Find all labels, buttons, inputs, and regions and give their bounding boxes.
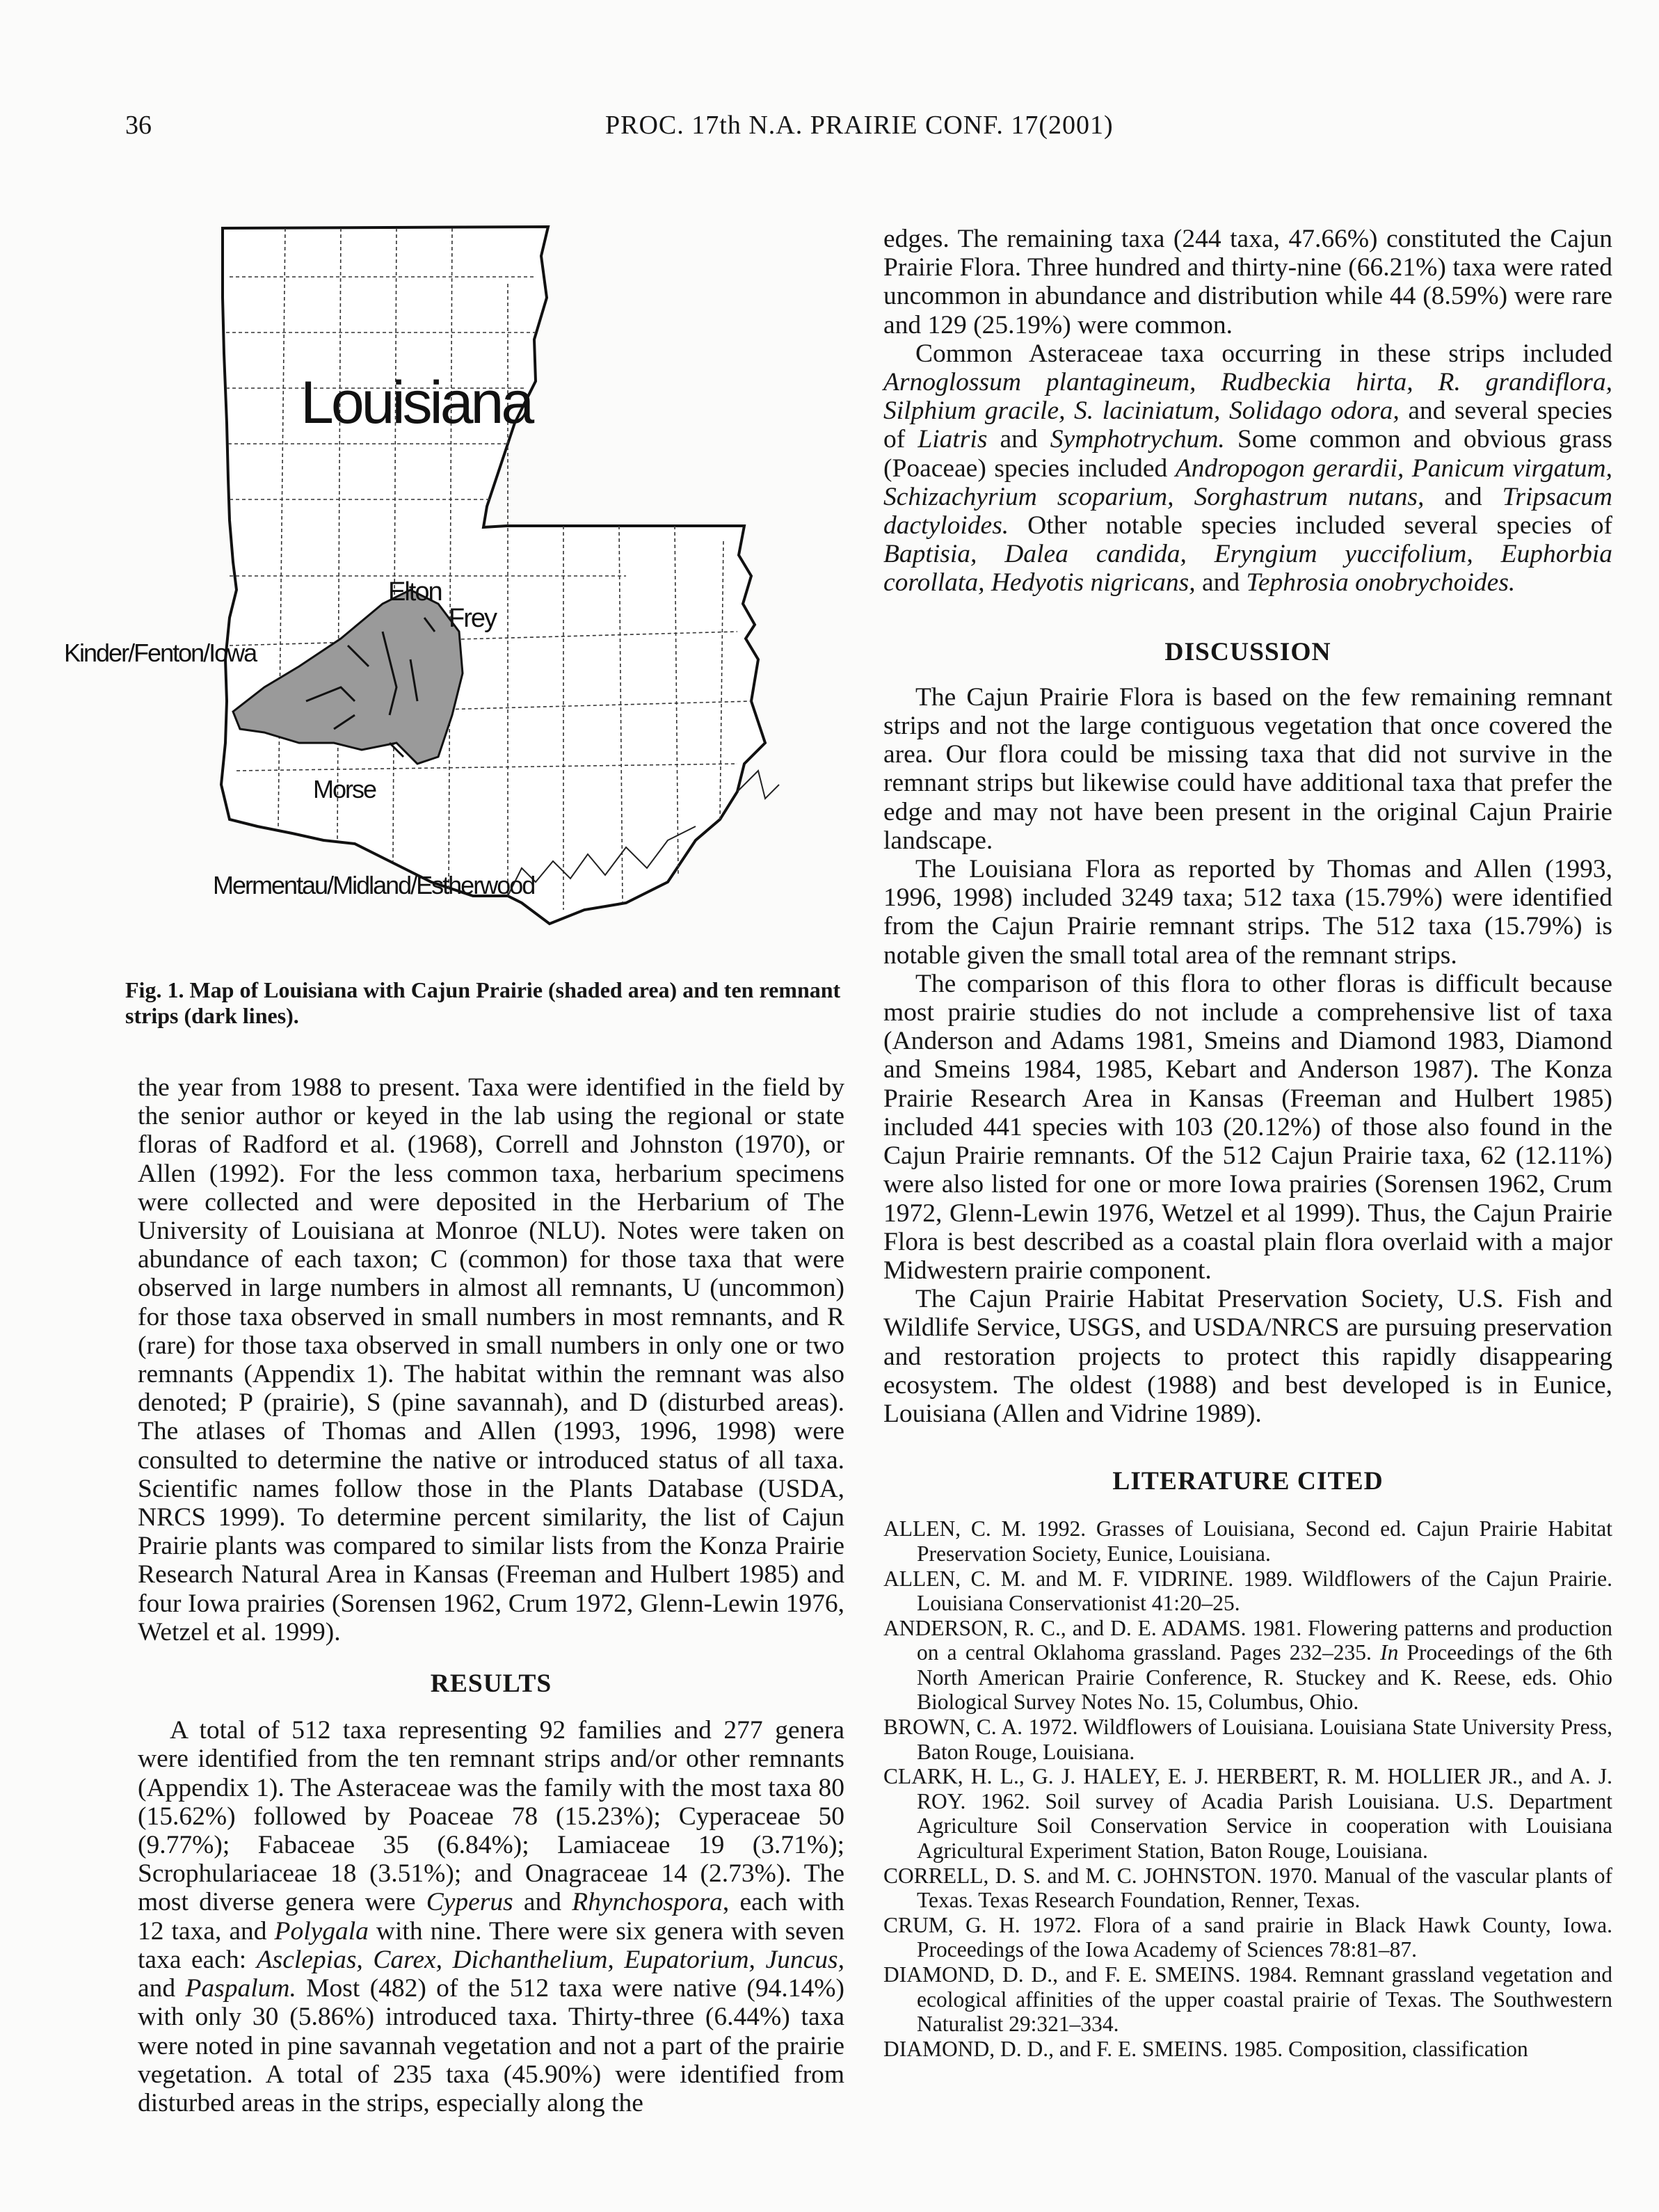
results-paragraph: A total of 512 taxa representing 92 families and 277 genera were identified from the ten remnant strips and/or other remnants (Appendix 1). The Asteraceae was the family with the most taxa 80 (15.62%) followed by Poaceae 78 (15.23%); Cyperaceae 50 (9.77%); Fabaceae 35 (6.84%); Lamiaceae 19 (3.71%); Scrophulariaceae 18 (3.51%); and Onagraceae 14 (2.73%). The most diverse genera were Cyperus and Rhynchospora, each with 12 taxa, and Polygala with nine. There were six genera with seven taxa each: Asclepias, Carex, Dichanthelium, Eupatorium, Juncus, and Paspalum. Most (482) of the 512 taxa were native (94.14%) with only 30 (5.86%) introduced taxa. Thirty-three (6.44%) taxa were noted in pine savannah vegetation and not a part of the prairie vegetation. A total of 235 taxa (45.90%) were identified from disturbed areas in the strips, especially along the [138, 1716, 844, 2117]
map-label-kinder: Kinder/Fenton/Iowa [64, 639, 257, 667]
map-label-frey: Frey [449, 604, 496, 633]
literature-cited-heading: LITERATURE CITED [1112, 1467, 1384, 1496]
methods-paragraph: the year from 1988 to present. Taxa were identified in the field by the senior author or keyed in the lab using the regional or state floras of Radford et al. (1968), Correll and Johnston (1970), or Allen (1992). For the less common taxa, herbarium specimens were collected and were deposited in the Herbarium of The University of Louisiana at Monroe (NLU). Notes were taken on abundance of each taxon; C (common) for those taxa that were observed in large numbers in almost all remnants, U (uncommon) for those taxa observed in small numbers in most remnants, and R (rare) for those taxa observed in small numbers in only one or two remnants (Appendix 1). The habitat within the remnant was also denoted; P (prairie), S (pine savannah), and D (disturbed areas). The atlases of Thomas and Allen (1993, 1996, 1998) were consulted to determine the native or introduced status of all taxa. Scientific names follow those in the Plants Database (USDA, NRCS 1999). To determine percent similarity, the list of Cajun Prairie plants was compared to similar lists from the Konza Prairie Research Natural Area in Kansas (Freeman and Hulbert 1985) and four Iowa prairies (Sorensen 1962, Crum 1972, Glenn-Lewin 1976, Wetzel et al. 1999). [138, 1073, 844, 1646]
page-number: 36 [125, 111, 152, 140]
discussion-paragraph-4: The Cajun Prairie Habitat Preservation Society, U.S. Fish and Wildlife Service, USGS, and USDA/NRCS are pursuing preservation and restoration projects to protect this rapidly disappearing ecosystem. The oldest (1988) and best developed is in Eunice, Louisiana (Allen and Vidrine 1989). [883, 1285, 1612, 1428]
discussion-heading: DISCUSSION [1164, 637, 1331, 666]
reference-item: ALLEN, C. M. 1992. Grasses of Louisiana, Second ed. Cajun Prairie Habitat Preservation Society, Eunice, Louisiana. [883, 1516, 1612, 1566]
figure-caption: Fig. 1. Map of Louisiana with Cajun Prairie (shaded area) and ten remnant strips (dark lines). [125, 977, 841, 1028]
reference-item: ALLEN, C. M. and M. F. VIDRINE. 1989. Wildflowers of the Cajun Prairie. Louisiana Conservationist 41:20–25. [883, 1566, 1612, 1616]
running-head: PROC. 17th N.A. PRAIRIE CONF. 17(2001) [605, 111, 1114, 140]
results-continued-paragraph: edges. The remaining taxa (244 taxa, 47.66%) constituted the Cajun Prairie Flora. Three hundred and thirty-nine (66.21%) taxa were rated uncommon in abundance and distribution while 44 (8.59%) were rare and 129 (25.19%) were common. [883, 225, 1612, 339]
map-label-mermentau: Mermentau/Midland/Estherwood [213, 871, 535, 899]
reference-item: CORRELL, D. S. and M. C. JOHNSTON. 1970. Manual of the vascular plants of Texas. Texas Research Foundation, Renner, Texas. [883, 1863, 1613, 1913]
discussion-paragraph-1: The Cajun Prairie Flora is based on the few remaining remnant strips and not the large contiguous vegetation that once covered the area. Our flora could be missing taxa that did not survive in the remnant strips but likewise could have additional taxa that prefer the edge and may not have been present in the original Cajun Prairie landscape. [883, 682, 1612, 855]
discussion-paragraph-3: The comparison of this flora to other floras is difficult because most prairie studies do not include a comprehensive list of taxa (Anderson and Adams 1981, Smeins and Diamond 1983, Diamond and Smeins 1984, 1985, Kebart and Anderson 1987). The Konza Prairie Research Area in Kansas (Freeman and Hulbert 1985) included 441 species with 103 (20.12%) of those also found in the Cajun Prairie remnants. Of the 512 Cajun Prairie taxa, 62 (12.11%) were also listed for one or more Iowa prairies (Sorensen 1962, Crum 1972, Glenn-Lewin 1976, Wetzel et al 1999). Thus, the Cajun Prairie Flora is best described as a coastal plain flora overlaid with a major Midwestern prairie component. [883, 969, 1612, 1285]
right-column [883, 225, 1612, 2061]
reference-item: BROWN, C. A. 1972. Wildflowers of Louisiana. Louisiana State University Press, Baton Rouge, Louisiana. [883, 1715, 1612, 1764]
reference-item: CRUM, G. H. 1972. Flora of a sand prairie in Black Hawk County, Iowa. Proceedings of the Iowa Academy of Sciences 78:81–87. [883, 1912, 1612, 1962]
reference-item: DIAMOND, D. D., and F. E. SMEINS. 1984. Remnant grassland vegetation and ecological affinities of the upper coastal prairie of Texas. The Southwestern Naturalist 29:321–334. [883, 1962, 1612, 2037]
state-outline [221, 227, 765, 924]
results-heading: RESULTS [430, 1669, 552, 1699]
louisiana-map [209, 214, 856, 945]
asteraceae-paragraph: Common Asteraceae taxa occurring in these strips included Arnoglossum plantagineum, Rudbeckia hirta, R. grandiflora, Silphium gracile, S. laciniatum, Solidago odora, and several species of Liatris and Symphotrychum. Some common and obvious grass (Poaceae) species included Andropogon gerardii, Panicum virgatum, Schizachyrium scoparium, Sorghastrum nutans, and Tripsacum dactyloides. Other notable species included several species of Baptisia, Dalea candida, Eryngium yuccifolium, Euphorbia corollata, Hedyotis nigricans, and Tephrosia onobrychoides. [883, 339, 1613, 598]
page-header [125, 110, 1544, 145]
reference-item: DIAMOND, D. D., and F. E. SMEINS. 1985. Composition, classification [883, 2036, 1528, 2061]
map-label-louisiana: Louisiana [300, 369, 532, 436]
left-column [138, 1073, 844, 2117]
map-label-morse: Morse [313, 775, 376, 803]
map-label-elton: Elton [388, 577, 442, 607]
discussion-paragraph-2: The Louisiana Flora as reported by Thomas and Allen (1993, 1996, 1998) included 3249 taxa; 512 taxa (15.79%) were identified from the Cajun Prairie remnant strips. The 512 taxa (15.79%) is notable given the small total area of the remnant strips. [883, 855, 1612, 970]
reference-item: ANDERSON, R. C., and D. E. ADAMS. 1981. Flowering patterns and production on a central Oklahoma grassland. Pages 232–235. In Proceedings of the 6th North American Prairie Conference, R. Stuckey and K. Reese, eds. Ohio Biological Survey Notes No. 15, Columbus, Ohio. [883, 1615, 1613, 1715]
reference-list [883, 1516, 1612, 2061]
louisiana-map-figure [64, 214, 856, 945]
reference-item: CLARK, H. L., G. J. HALEY, E. J. HERBERT, R. M. HOLLIER JR., and A. J. ROY. 1962. Soil survey of Acadia Parish Louisiana. U.S. Department Agriculture Soil Conservation Service in cooperation with Louisiana Agricultural Experiment Station, Baton Rouge, Louisiana. [883, 1764, 1612, 1864]
